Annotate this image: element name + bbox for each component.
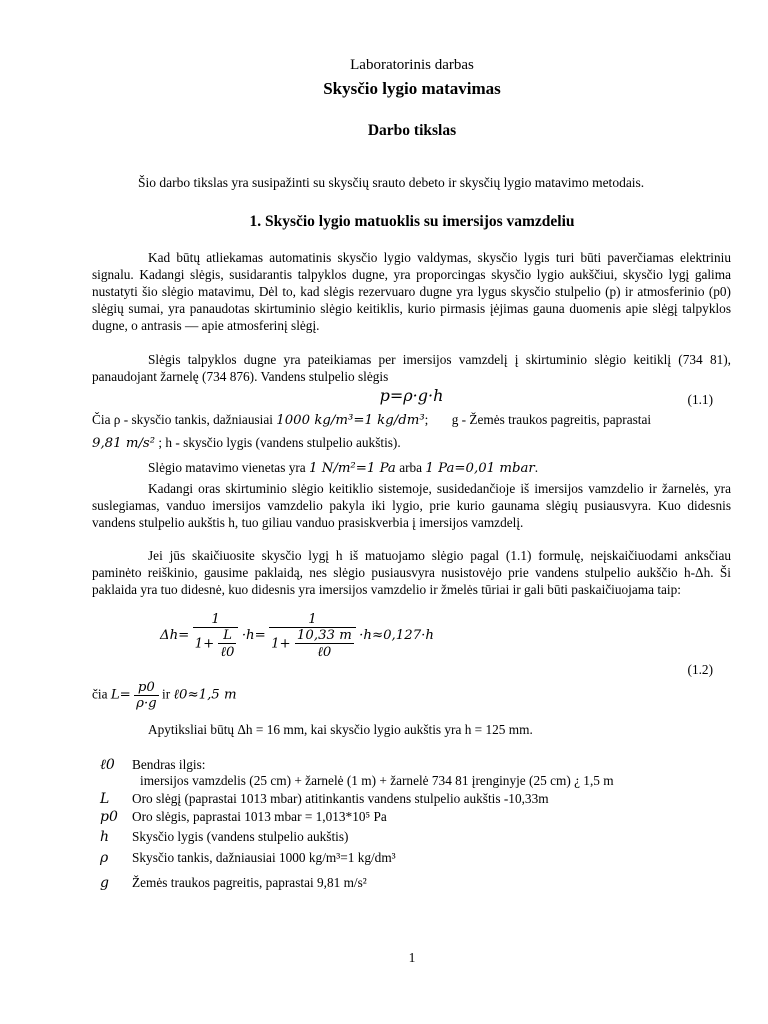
cia2-line: [92, 680, 731, 711]
eq2-f1-denominator: [193, 628, 239, 660]
cia-line: Čia ρ - skysčio tankis, dažniausiai 1000 kg/m³=1 kg/dm³; g - Žemės traukos pagreitis, paprastai: [92, 412, 652, 428]
legend-symbol: p0: [100, 809, 118, 825]
approx-line: Apytiksliai būtų Δh = 16 mm, kai skysčio lygio aukštis yra h = 125 mm.: [148, 722, 533, 737]
cia2-denominator: ρ·g: [136, 696, 157, 711]
paragraph-pressure: Slėgis talpyklos dugne yra pateikiamas per imersijos vamzdelį į skirtuminio slėgio keitiklį (734 81), panaudojant žarnelę (734 876). Vandens stulpelio slėgis: [92, 352, 731, 384]
legend-symbol: h: [100, 829, 110, 845]
legend-symbol: ρ: [100, 850, 109, 866]
goal-text: Šio darbo tikslas yra susipažinti su skysčių srauto debeto ir skysčių lygio matavimo metodais.: [138, 175, 645, 190]
equation-1-number: (1.1): [687, 392, 713, 407]
equation-1-formula: p=ρ·g·h: [379, 386, 444, 405]
eq2-f2-inner-den: ℓ0: [317, 645, 332, 660]
unit-line: Slėgio matavimo vienetas yra 1 N/m²=1 Pa arba 1 Pa=0,01 mbar.: [148, 460, 539, 476]
eq2-f1-numerator: 1: [193, 612, 239, 628]
cia-text-c: ; h - skysčio lygis (vandens stulpelio aukštis).: [158, 435, 401, 450]
eq2-f1-inner-den: ℓ0: [220, 645, 235, 660]
legend-text: Skysčio lygis (vandens stulpelio aukštis): [132, 829, 349, 844]
page-number: 1: [408, 950, 416, 965]
cia2-ir: ir: [162, 686, 171, 702]
cia2-fraction: [134, 680, 159, 711]
legend-symbol: ℓ0: [100, 757, 115, 773]
legend-text: Skysčio tankis, dažniausiai 1000 kg/m³=1 kg/dm³: [132, 850, 396, 865]
cia-line-2: [92, 435, 731, 451]
legend-text: imersijos vamzdelis (25 cm) + žarnelė (1 m) + žarnelė 734 81 įrenginyje (25 cm) ¿ 1,5 m: [140, 773, 614, 788]
eq2-lhs: Δh=: [160, 628, 190, 644]
eq2-f2-numerator: 1: [269, 612, 356, 628]
eq2-f2-denominator: [269, 628, 356, 660]
legend-text: Oro slėgį (paprastai 1013 mbar) atitinkantis vandens stulpelio aukštis -10,33m: [132, 791, 549, 806]
unit-text-b: arba: [399, 460, 423, 475]
eq2-mid: ·h=: [241, 628, 266, 644]
gravity-formula: 9,81 m/s²: [92, 436, 156, 451]
unit-formula-1: 1 N/m²=1 Pa: [309, 461, 396, 476]
legend-symbol: g: [100, 875, 109, 891]
equation-2-number: (1.2): [687, 662, 713, 677]
eq2-f2-inner-num: 10,33 m: [296, 628, 352, 643]
density-formula: 1000 kg/m³=1 kg/dm³: [276, 413, 425, 428]
legend-text: Oro slėgis, paprastai 1013 mbar = 1,013*10⁵ Pa: [132, 809, 387, 824]
eq2-rhs: ·h≈0,127·h: [359, 628, 434, 644]
section-heading: 1. Skysčio lygio matuoklis su imersijos vamzdeliu: [249, 213, 575, 230]
eq2-f2-den-one: 1+: [271, 636, 291, 652]
unit-text-a: Slėgio matavimo vienetas yra: [148, 460, 306, 475]
eq2-fraction-2: [269, 612, 356, 660]
cia-text-b: g - Žemės traukos pagreitis, paprastai: [451, 412, 652, 427]
legend-text: Žemės traukos pagreitis, paprastai 9,81 m/s²: [132, 875, 367, 890]
cia2-numerator: p0: [134, 680, 159, 696]
lab-label: Laboratorinis darbas: [350, 57, 474, 73]
paragraph-intro: Kad būtų atliekamas automatinis skysčio lygio valdymas, skysčio lygis turi būti paverčiamas elektriniu signalu. Kadangi slėgis, susidarantis talpyklos dugne, yra proporcingas skysčio lygio aukščiui, skysčio lygį galima nustatyti šio slėgio matavimu, Dėl to, kad slėgis rezervuaro dugne yra lygus skysčio stulpelio (p) ir atmosferinio (p0) slėgių sumai, yra panaudotas skirtuminio slėgio keitiklis, kurio pirmasis įėjimas gauna duomenis apie slėgį talpyklos dugne, o antrasis — apie atmosferinį slėgį.: [92, 250, 731, 333]
legend-symbol: L: [100, 791, 110, 807]
eq2-fraction-1: [193, 612, 239, 660]
cia2-L: L=: [110, 687, 131, 703]
cia-text-a: Čia ρ - skysčio tankis, dažniausiai: [92, 412, 273, 427]
equation-2: [160, 612, 768, 660]
eq2-f2-inner: [295, 628, 354, 660]
paragraph-error: Jei jūs skaičiuosite skysčio lygį h iš matuojamo slėgio pagal (1.1) formulę, neįskaičiuodami anksčiau paminėto reiškinio, gausime paklaidą, nes slėgio pusiausvyra nusistovėjo prie vandens stulpelio aukščio h-Δh. Ši paklaida yra tuo didesnė, kuo didesnis yra imersijos vamzdelio ir žmelės tūriai ir gali būti paskaičiuojama taip:: [92, 548, 731, 597]
goal-heading: Darbo tikslas: [367, 122, 457, 139]
legend-text: Bendras ilgis:: [132, 757, 206, 772]
equation-1: [92, 386, 731, 405]
unit-formula-2: 1 Pa=0,01 mbar: [425, 461, 535, 476]
eq2-f1-den-one: 1+: [194, 636, 215, 652]
eq2-f1-inner: [218, 628, 236, 660]
page-title: Skysčio lygio matavimas: [323, 79, 501, 98]
paragraph-compression: Kadangi oras skirtuminio slėgio keitiklio sistemoje, susidedančioje iš imersijos vamzdelio ir žarnelės, yra suslegiamas, vanduo imersijos vamzdelio pakyla iki lygio, prie kurio gaunama slėgių pusiausvyra. Kuo didesnis vandens stulpelio aukštis h, tuo giliau vanduo prasiskverbia į imersijos vamzdelį.: [92, 481, 731, 530]
cia2-l0: ℓ0≈1,5 m: [173, 687, 237, 703]
cia2-label: čia: [92, 686, 108, 702]
eq2-f1-inner-num: L: [218, 628, 236, 644]
